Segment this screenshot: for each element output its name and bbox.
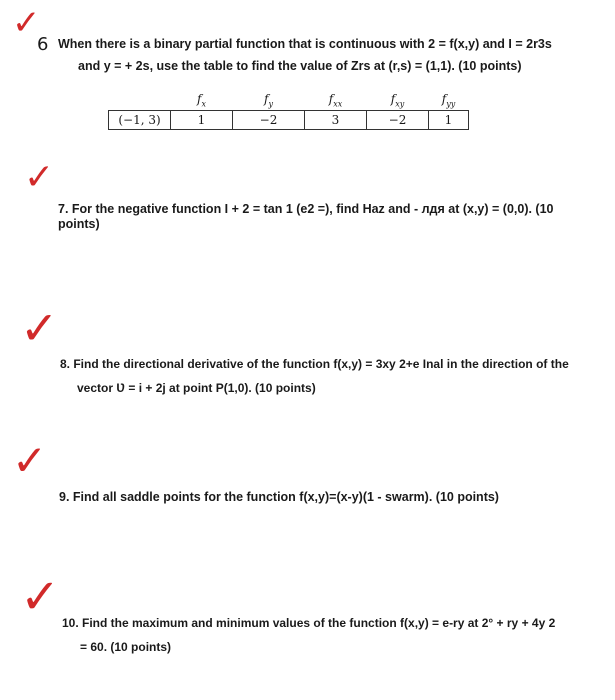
question-10: [62, 611, 555, 659]
question-7-line-2: points): [58, 217, 100, 231]
question-6-line-2: and y = + 2s, use the table to find the value of Zrs at (r,s) = (1,1). (10 points): [78, 59, 522, 73]
table-cell: 1: [429, 111, 469, 130]
checkmark-icon: ✓: [24, 157, 55, 198]
question-7-line-1: 7. For the negative function I + 2 = tan 1 (e2 =), find Haz and - лдя at (x,y) = (0,0). (10: [58, 202, 554, 216]
table-cell: 1: [171, 111, 233, 130]
question-9: [59, 486, 499, 508]
checkmark-icon: ✓: [12, 436, 48, 485]
question-8: [60, 352, 569, 400]
question-number: 6: [37, 34, 49, 55]
table-cell: (−1, 3): [109, 111, 171, 130]
table-cell: 3: [305, 111, 367, 130]
table-header-cell: $f_y$: [233, 90, 305, 111]
checkmark-icon: ✓: [20, 569, 61, 625]
table-row: [109, 111, 469, 130]
question-10-line-2: = 60. (10 points): [80, 640, 172, 654]
table-header-cell: [109, 90, 171, 111]
question-7: [58, 202, 554, 232]
table-cell: −2: [233, 111, 305, 130]
table-header-cell: $f_{yy}$: [429, 90, 469, 111]
question-8-line-2: vector Ʋ = i + 2j at point P(1,0). (10 points): [77, 381, 316, 395]
checkmark-icon: ✓: [20, 301, 59, 355]
table-header-cell: $f_{xy}$: [367, 90, 429, 111]
question-8-line-1: 8. Find the directional derivative of the function f(x,y) = 3xy 2+e Inal in the direction of the: [60, 357, 569, 371]
checkmark-icon: ✓: [12, 3, 41, 43]
values-table: [108, 90, 469, 130]
table-header-cell: $f_x$: [171, 90, 233, 111]
question-9-line-1: 9. Find all saddle points for the function f(x,y)=(x-y)(1 - swarm). (10 points): [59, 490, 499, 504]
table-cell: −2: [367, 111, 429, 130]
table-header-cell: $f_{xx}$: [305, 90, 367, 111]
question-6: [58, 33, 552, 77]
question-10-line-1: 10. Find the maximum and minimum values of the function f(x,y) = e-ry at 2° + ry + 4y 2: [62, 616, 556, 630]
table-header-row: [109, 90, 469, 111]
question-6-line-1: When there is a binary partial function that is continuous with 2 = f(x,y) and I = 2r3s: [58, 37, 552, 51]
